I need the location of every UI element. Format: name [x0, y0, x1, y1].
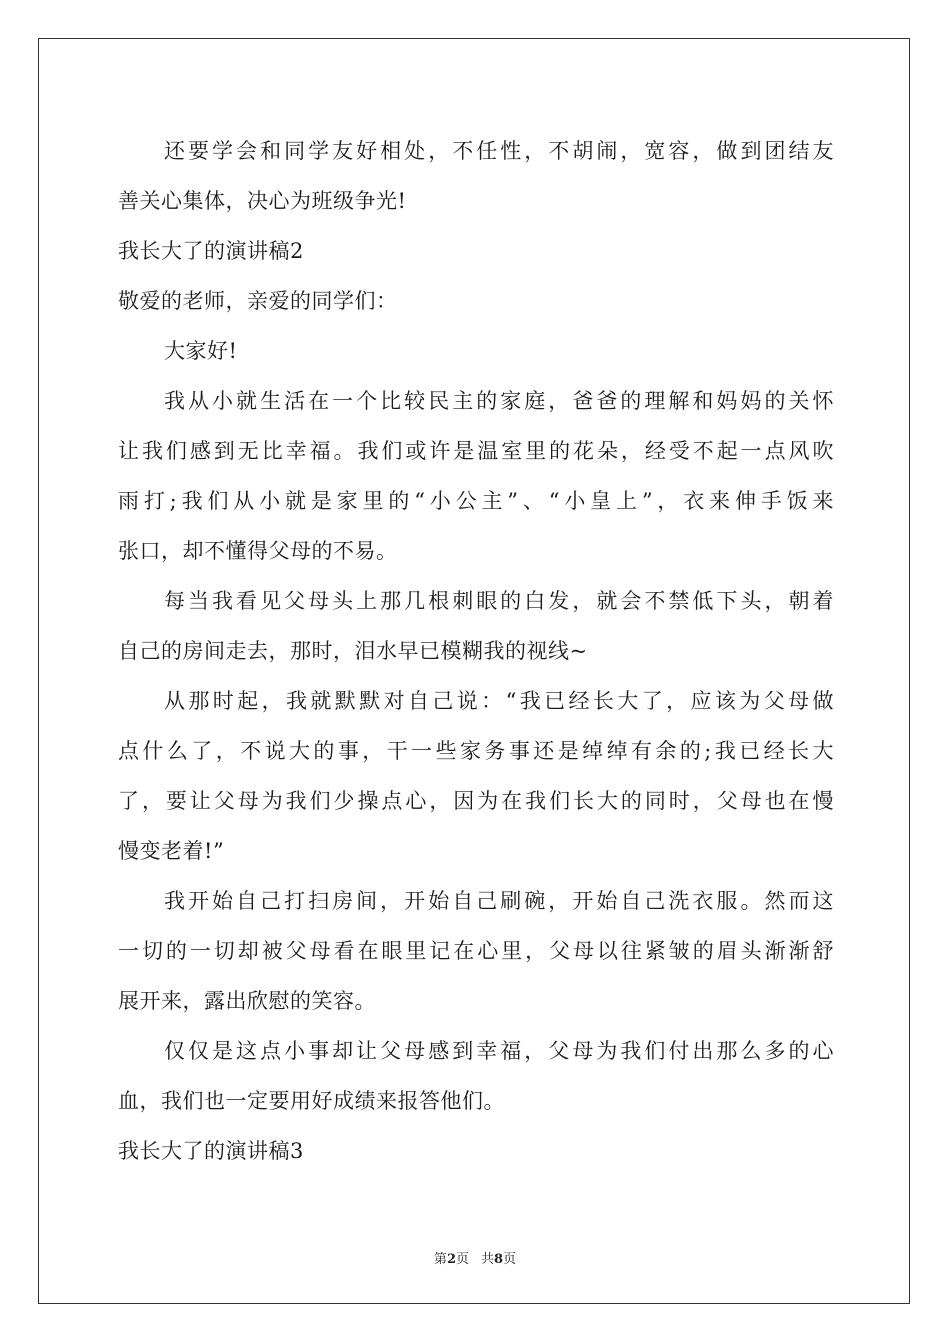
paragraph-line: 还要学会和同学友好相处，不任性，不胡闹，宽容，做到团结友 [164, 139, 834, 163]
paragraph-line: 慢变老着!” [118, 839, 225, 863]
paragraph-line: 我开始自己打扫房间，开始自己刷碗，开始自己洗衣服。然而这 [164, 889, 834, 913]
page-footer [0, 1248, 950, 1267]
paragraph-line: 善关心集体，决心为班级争光! [118, 189, 407, 213]
paragraph-line: 从那时起，我就默默对自己说：“我已经长大了，应该为父母做 [164, 689, 834, 713]
total-prefix: 共 [481, 1252, 495, 1267]
greeting: 大家好! [164, 339, 238, 363]
paragraph-line: 每当我看见父母头上那几根刺眼的白发，就会不禁低下头，朝着 [164, 589, 834, 613]
paragraph-line: 张口，却不懂得父母的不易。 [118, 539, 398, 563]
paragraph-line: 展开来，露出欣慰的笑容。 [118, 989, 376, 1013]
paragraph-line: 雨打;我们从小就是家里的“小公主”、“小皇上”，衣来伸手饭来 [118, 489, 834, 513]
paragraph-line: 自己的房间走去，那时，泪水早已模糊我的视线~ [118, 639, 588, 663]
paragraph-line: 让我们感到无比幸福。我们或许是温室里的花朵，经受不起一点风吹 [118, 439, 834, 463]
page-suffix: 页 [455, 1252, 469, 1267]
paragraph-line: 我从小就生活在一个比较民主的家庭，爸爸的理解和妈妈的关怀 [164, 389, 834, 413]
paragraph-line: 了，要让父母为我们少操点心，因为在我们长大的同时，父母也在慢 [118, 789, 834, 813]
paragraph-line: 一切的一切却被父母看在眼里记在心里，父母以往紧皱的眉头渐渐舒 [118, 939, 834, 963]
page-prefix: 第 [433, 1252, 447, 1267]
document-body [118, 126, 834, 1176]
paragraph-line: 点什么了，不说大的事，干一些家务事还是绰绰有余的;我已经长大 [118, 739, 834, 763]
section-heading: 我长大了的演讲稿3 [118, 1139, 304, 1163]
paragraph-line: 仅仅是这点小事却让父母感到幸福，父母为我们付出那么多的心 [164, 1039, 834, 1063]
paragraph-line: 血，我们也一定要用好成绩来报答他们。 [118, 1089, 505, 1113]
total-pages: 8 [494, 1252, 504, 1267]
salutation: 敬爱的老师，亲爱的同学们： [118, 289, 398, 313]
total-suffix: 页 [503, 1252, 517, 1267]
page-number: 2 [446, 1252, 456, 1267]
section-heading: 我长大了的演讲稿2 [118, 239, 304, 263]
